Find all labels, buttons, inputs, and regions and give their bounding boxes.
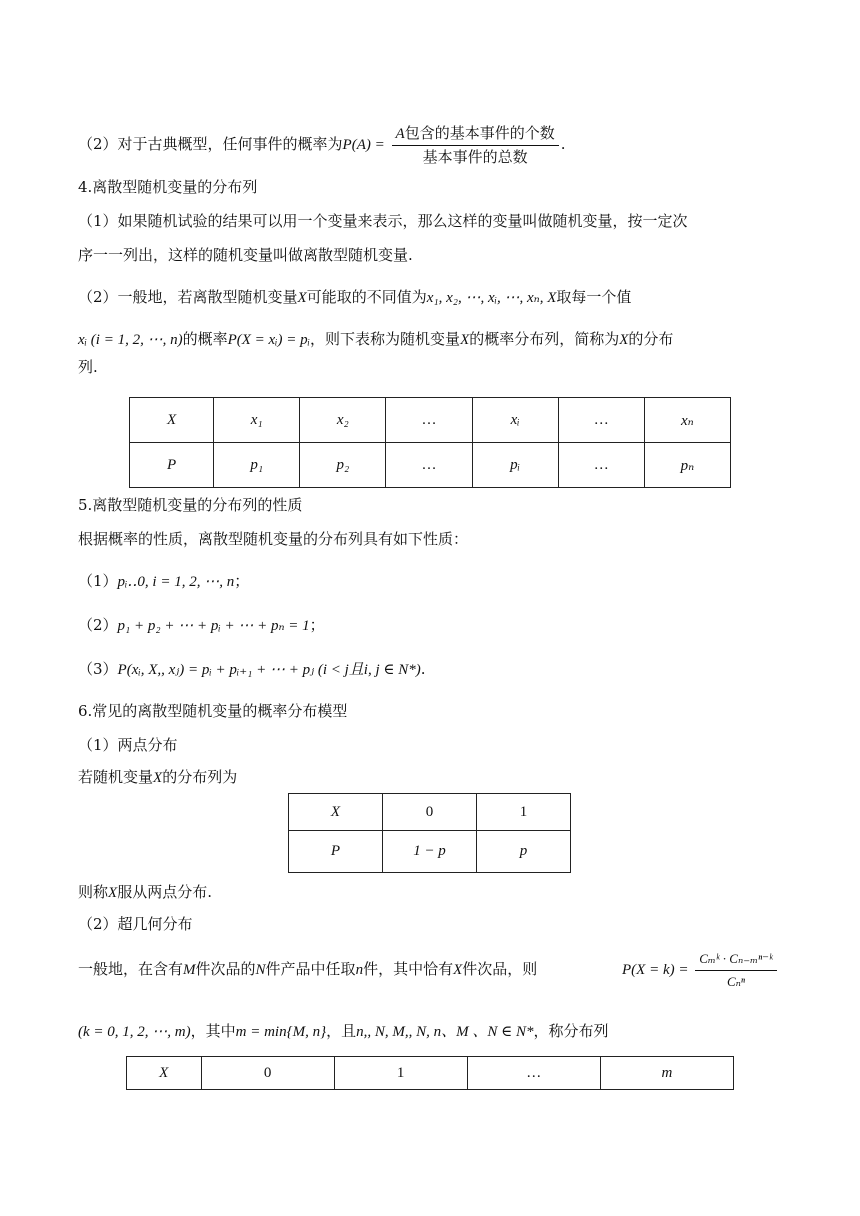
sec4-p3-a: 的概率 [182, 330, 228, 348]
hg-a: 一般地，在含有 [78, 960, 184, 978]
property-2 [78, 614, 325, 637]
property-expr: p₁ + p₂ + ⋯ + pᵢ + ⋯ + pₙ = 1 [117, 618, 310, 634]
hg-c: 件产品中任取 [265, 960, 356, 978]
hg-lhs: P(X = k) = [622, 962, 689, 978]
table-row [127, 1057, 734, 1090]
hg-b: 件次品的 [195, 960, 256, 978]
fraction-numerator: 包含的基本事件的个数 [404, 124, 555, 142]
table-row [130, 443, 731, 488]
table-cell: 1 [477, 794, 571, 831]
hg-e: 件次品，则 [462, 960, 538, 978]
sec4-p3-b: ，则下表称为随机变量 [310, 330, 461, 348]
table-cell: p [477, 831, 571, 873]
formula-fraction [392, 122, 559, 168]
sec4-p3-end: 列. [78, 358, 98, 376]
sec4-p3-d: 的分布 [628, 330, 674, 348]
table-cell: X [289, 794, 383, 831]
section-4-title: 4.离散型随机变量的分布列 [78, 178, 258, 196]
var-x: X [153, 770, 163, 786]
property-label: （2） [78, 616, 118, 634]
sec4-p2-a: （2）一般地，若离散型随机变量 [78, 288, 298, 306]
var-x: X [108, 885, 118, 901]
hypergeometric-line2 [78, 1020, 608, 1043]
table-cell: … [467, 1057, 600, 1090]
sec4-p3 [78, 328, 673, 351]
table-cell: X [130, 398, 214, 443]
hg2-cond: n,, N, M,, N, n、M 、N ∈ N* [356, 1024, 534, 1040]
hg2-b: ，且 [326, 1022, 357, 1040]
formula-end: . [560, 135, 566, 153]
two-point-table [288, 793, 571, 873]
table-cell: m [600, 1057, 733, 1090]
table-cell: x₁ [214, 398, 300, 443]
values-expr: x₁, x₂, ⋯, xᵢ, ⋯, xₙ, X [426, 290, 557, 306]
table-cell: X [127, 1057, 202, 1090]
table-cell: … [558, 443, 644, 488]
hg2-a: ，其中 [190, 1022, 236, 1040]
classical-probability-formula [78, 122, 565, 168]
table-cell: pₙ [644, 443, 730, 488]
hg-denominator: Cₙⁿ [726, 974, 745, 989]
table-row [289, 794, 571, 831]
var-m: M [183, 962, 196, 978]
sec4-p3-expr: xᵢ (i = 1, 2, ⋯, n) [78, 332, 183, 348]
hg2-c: ，称分布列 [533, 1022, 609, 1040]
sec4-p1-line2: 序一一列出，这样的随机变量叫做离散型随机变量. [78, 246, 413, 264]
table-row [130, 398, 731, 443]
property-label: （1） [78, 572, 118, 590]
property-end: ； [234, 572, 250, 590]
table-cell: 1 − p [383, 831, 477, 873]
formula-lhs: P(A) = [342, 137, 385, 153]
property-label: （3） [78, 660, 118, 678]
var-n-upper: N [255, 962, 266, 978]
table-cell: 0 [201, 1057, 334, 1090]
intro-b: 的分布列为 [162, 768, 238, 786]
table-cell: p₂ [300, 443, 386, 488]
table-cell: pᵢ [472, 443, 558, 488]
section-6-title: 6.常见的离散型随机变量的概率分布模型 [78, 702, 348, 720]
property-1 [78, 570, 249, 593]
distribution-table [129, 397, 731, 488]
var-x: X [460, 332, 470, 348]
hg-fraction [695, 948, 776, 993]
property-end: ； [309, 616, 325, 634]
table-cell: P [289, 831, 383, 873]
table-cell: … [558, 398, 644, 443]
hg-numerator: Cₘᵏ · Cₙ₋ₘⁿ⁻ᵏ [695, 948, 776, 971]
var-x: X [619, 332, 629, 348]
sec4-p2 [78, 286, 631, 309]
table-cell: x₂ [300, 398, 386, 443]
property-expr: pᵢ‥0, i = 1, 2, ⋯, n [117, 574, 235, 590]
property-end: . [420, 660, 426, 678]
sec4-p2-c: 取每一个值 [556, 288, 632, 306]
after-a: 则称 [78, 883, 109, 901]
var-x: X [297, 290, 307, 306]
hg-d: 件，其中恰有 [363, 960, 454, 978]
table-cell: xₙ [644, 398, 730, 443]
hypergeometric-line1 [78, 958, 537, 981]
table-cell: 1 [334, 1057, 467, 1090]
sec4-p1-line1: （1）如果随机试验的结果可以用一个变量来表示，那么这样的变量叫做随机变量，按一定次 [78, 212, 688, 230]
formula-prefix: （2）对于古典概型，任何事件的概率为 [78, 135, 343, 153]
sec4-p3-c: 的概率分布列，简称为 [469, 330, 620, 348]
hg2-min: m = min{M, n} [235, 1024, 327, 1040]
hg2-expr: (k = 0, 1, 2, ⋯, m) [78, 1024, 191, 1040]
sec6-sub1-intro [78, 766, 237, 789]
intro-a: 若随机变量 [78, 768, 154, 786]
table-cell: P [130, 443, 214, 488]
var-n: n [355, 962, 364, 978]
sec6-sub1: （1）两点分布 [78, 736, 178, 754]
table-cell: 0 [383, 794, 477, 831]
table-cell: xᵢ [472, 398, 558, 443]
sec5-intro: 根据概率的性质，离散型随机变量的分布列具有如下性质： [78, 530, 469, 548]
fraction-var: A [395, 126, 405, 142]
after-b: 服从两点分布. [117, 883, 212, 901]
sec4-p2-b: 可能取的不同值为 [306, 288, 427, 306]
fraction-denominator: 基本事件的总数 [422, 148, 528, 166]
property-3 [78, 658, 426, 681]
sec4-p3-prob: P(X = xᵢ) = pᵢ [227, 332, 311, 348]
sec6-sub2: （2）超几何分布 [78, 915, 193, 933]
property-expr: P(xᵢ, X,, xⱼ) = pᵢ + pᵢ₊₁ + ⋯ + pⱼ (i < j且i, j ∈ N*) [117, 662, 421, 678]
table-cell: p₁ [214, 443, 300, 488]
var-x: X [453, 962, 463, 978]
hypergeometric-table [126, 1056, 734, 1090]
sec6-sub1-after [78, 881, 212, 904]
table-cell: … [386, 443, 472, 488]
table-row [289, 831, 571, 873]
table-cell: … [386, 398, 472, 443]
section-5-title: 5.离散型随机变量的分布列的性质 [78, 496, 303, 514]
hypergeometric-formula [622, 948, 779, 993]
